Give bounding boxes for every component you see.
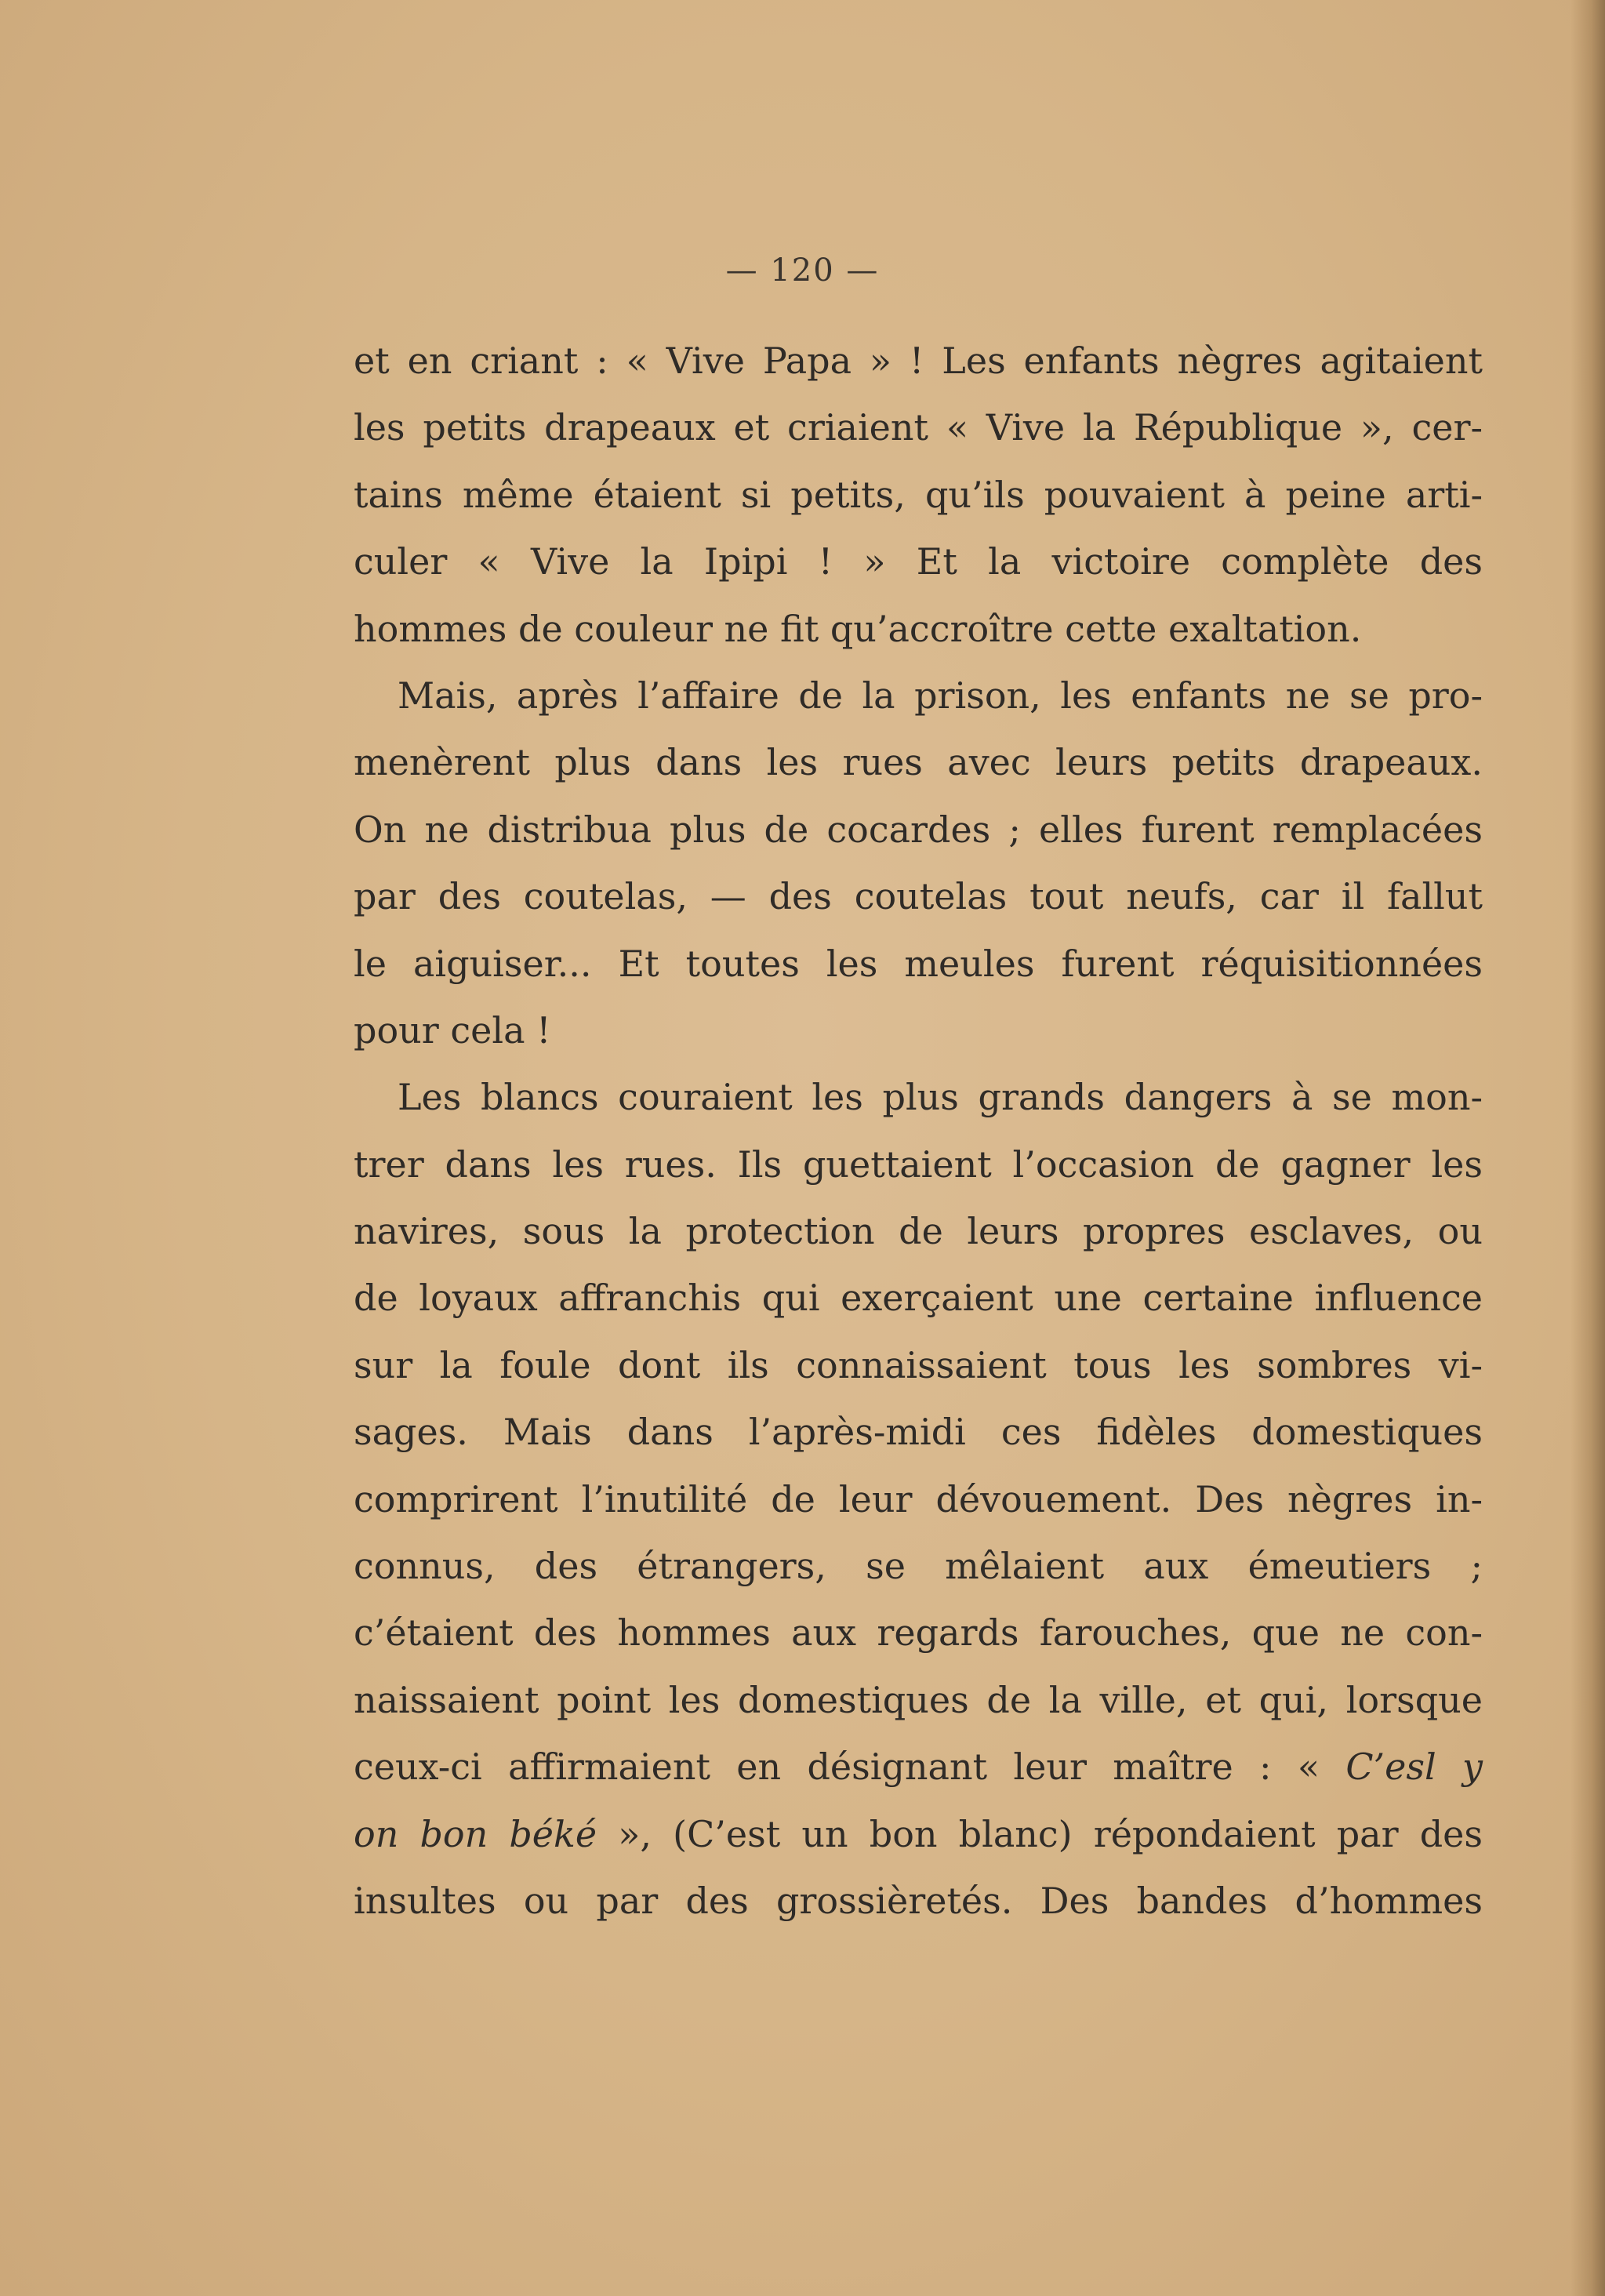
paragraph-1 bbox=[354, 328, 1483, 663]
paragraph-3 bbox=[354, 1064, 1483, 1935]
text-line: insultes ou par des grossièretés. Des bandes d’hommes bbox=[354, 1879, 1483, 1922]
text-line: Les blancs couraient les plus grands dangers à se mon- bbox=[398, 1076, 1483, 1119]
text-line: naissaient point les domestiques de la ville, et qui, lorsque bbox=[354, 1678, 1483, 1721]
text-line: comprirent l’inutilité de leur dévouement. Des nègres in- bbox=[354, 1477, 1483, 1520]
text-line: le aiguiser... Et toutes les meules furent réquisitionnées bbox=[354, 942, 1483, 985]
text-line: sur la foule dont ils connaissaient tous les sombres vi- bbox=[354, 1343, 1483, 1386]
text-line: hommes de couleur ne fit qu’accroître cette exaltation. bbox=[354, 607, 1362, 650]
italic-phrase: C’esl y bbox=[1345, 1746, 1483, 1789]
text-line: c’étaient des hommes aux regards farouches, que ne con- bbox=[354, 1611, 1483, 1655]
text-line: tains même étaient si petits, qu’ils pouvaient à peine arti- bbox=[354, 473, 1483, 516]
text-line-with-quote bbox=[354, 1734, 1483, 1800]
text-line: sages. Mais dans l’après-midi ces fidèles domestiques bbox=[354, 1411, 1483, 1454]
text-line: trer dans les rues. Ils guettaient l’occasion de gagner les bbox=[354, 1143, 1483, 1186]
text-segment: », (C’est un bon blanc) répondaient par des bbox=[618, 1812, 1483, 1855]
text-line: menèrent plus dans les rues avec leurs petits drapeaux. bbox=[354, 741, 1483, 784]
italic-phrase: on bon béké bbox=[354, 1812, 597, 1855]
text-segment: ceux-ci affirmaient en désignant leur maître : « bbox=[354, 1746, 1320, 1789]
text-line: par des coutelas, — des coutelas tout neufs, car il fallut bbox=[354, 875, 1483, 918]
paragraph-2 bbox=[354, 663, 1483, 1064]
text-line: les petits drapeaux et criaient « Vive la République », cer- bbox=[354, 406, 1483, 449]
text-line: culer « Vive la Ipipi ! » Et la victoire complète des bbox=[354, 540, 1483, 583]
text-line: pour cela ! bbox=[354, 1008, 551, 1052]
body-text bbox=[354, 328, 1483, 1935]
text-line: et en criant : « Vive Papa » ! Les enfants nègres agitaient bbox=[354, 340, 1483, 382]
text-line: Mais, après l’affaire de la prison, les enfants ne se pro- bbox=[398, 674, 1483, 717]
text-line: de loyaux affranchis qui exerçaient une certaine influence bbox=[354, 1277, 1483, 1320]
text-line: connus, des étrangers, se mêlaient aux émeutiers ; bbox=[354, 1545, 1483, 1588]
text-line: navires, sous la protection de leurs propres esclaves, ou bbox=[354, 1210, 1483, 1253]
text-line: On ne distribua plus de cocardes ; elles furent remplacées bbox=[354, 808, 1483, 851]
page-edge-shadow bbox=[1571, 0, 1605, 2296]
text-line-with-italic bbox=[354, 1801, 1483, 1868]
page-number: — 120 — bbox=[725, 252, 880, 289]
